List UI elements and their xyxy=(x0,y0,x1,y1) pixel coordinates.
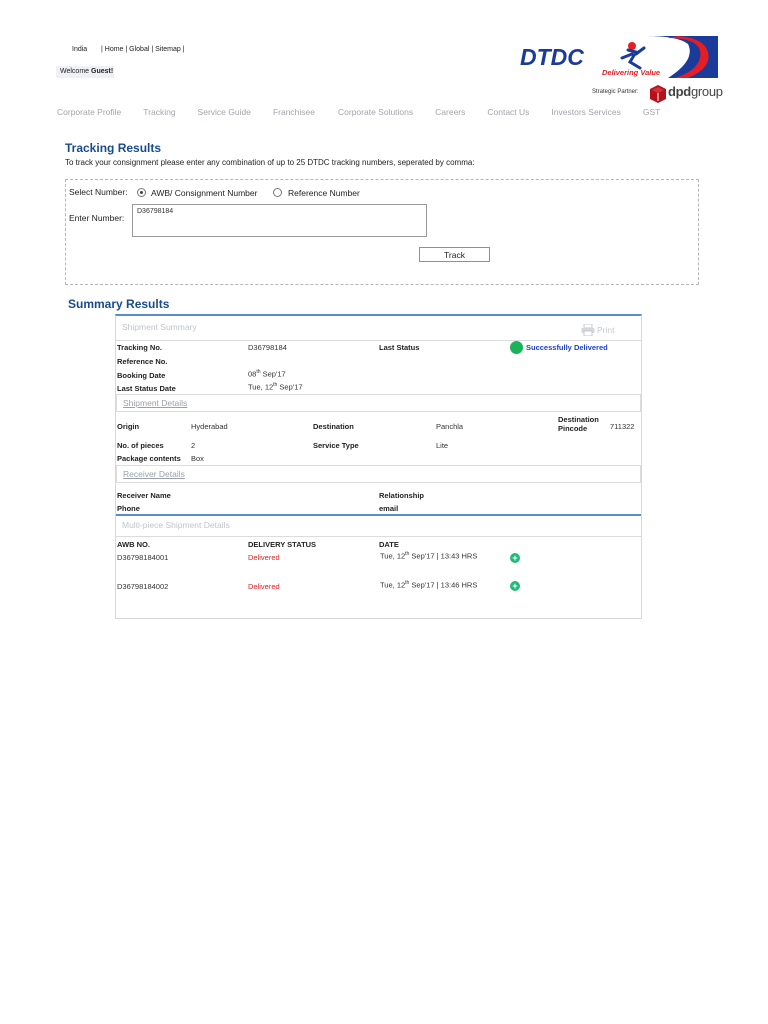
row-date: Tue, 12th Sep'17 | 13:43 HRS xyxy=(380,551,478,561)
welcome-banner xyxy=(56,66,114,78)
last-status-date-value: Tue, 12th Sep'17 xyxy=(248,382,303,392)
receiver-name-label: Receiver Name xyxy=(117,491,171,500)
welcome-user: Guest! xyxy=(91,68,114,75)
global-link[interactable]: | Global xyxy=(125,46,150,53)
multipiece-rule xyxy=(116,536,641,537)
partner-name: dpdgroup xyxy=(668,84,723,99)
home-link[interactable]: | Home xyxy=(101,46,124,53)
booking-date-label: Booking Date xyxy=(117,371,166,380)
contents-value: Box xyxy=(191,454,204,463)
last-status-date-label: Last Status Date xyxy=(117,384,176,393)
pieces-label: No. of pieces xyxy=(117,441,164,450)
nav-tracking[interactable]: Tracking xyxy=(143,107,176,117)
partner-label: Strategic Partner: xyxy=(592,89,639,95)
last-status-label: Last Status xyxy=(379,343,420,352)
expand-plus-icon[interactable]: + xyxy=(510,553,520,563)
country-label: India xyxy=(72,46,88,53)
nav-franchisee[interactable]: Franchisee xyxy=(272,107,315,117)
tracking-results-title: Tracking Results xyxy=(65,141,162,155)
origin-value: Hyderabad xyxy=(191,422,228,431)
nav-investors-services[interactable]: Investors Services xyxy=(551,107,621,117)
tracking-description: To track your consignment please enter any combination of up to 25 DTDC tracking numbers, seperated by comma: xyxy=(65,158,475,167)
expand-plus-icon[interactable]: + xyxy=(510,581,520,591)
select-number-label: Select Number: xyxy=(69,187,128,197)
summary-panel xyxy=(115,314,642,619)
row-status: Delivered xyxy=(248,553,280,562)
email-label: email xyxy=(379,504,399,513)
dest-pincode-value: 711322 xyxy=(610,422,635,431)
contents-label: Package contents xyxy=(117,454,181,463)
brand-tagline: Delivering Value xyxy=(602,68,661,77)
pieces-value: 2 xyxy=(191,441,196,450)
sitemap-link[interactable]: | Sitemap | xyxy=(151,46,185,53)
last-status-value: Successfully Delivered xyxy=(526,343,608,352)
multipiece-head: Multi-piece Shipment Details xyxy=(116,517,641,535)
row-awb: D36798184002 xyxy=(117,582,169,591)
shipment-summary-head: Shipment Summary xyxy=(116,319,641,337)
col-awb-header: AWB NO. xyxy=(117,540,150,549)
reference-radio-label[interactable]: Reference Number xyxy=(288,188,360,198)
tracking-number-input[interactable] xyxy=(132,204,427,237)
receiver-details-head: Receiver Details xyxy=(116,465,641,483)
service-type-value: Lite xyxy=(436,441,449,450)
print-link[interactable]: Print xyxy=(597,325,615,335)
tracking-form xyxy=(65,179,699,285)
enter-number-label: Enter Number: xyxy=(69,213,125,223)
destination-value: Panchla xyxy=(436,422,464,431)
service-type-label: Service Type xyxy=(313,441,359,450)
track-button[interactable]: Track xyxy=(419,247,490,262)
nav-service-guide[interactable]: Service Guide xyxy=(197,107,251,117)
dpd-cube-icon xyxy=(650,85,666,103)
relationship-label: Relationship xyxy=(379,491,425,500)
awb-radio[interactable] xyxy=(137,188,146,197)
nav-gst[interactable]: GST xyxy=(642,107,661,117)
welcome-prefix: Welcome xyxy=(60,68,90,75)
row-status: Delivered xyxy=(248,582,280,591)
reference-no-label: Reference No. xyxy=(117,357,168,366)
section-divider xyxy=(116,514,641,516)
col-date-header: DATE xyxy=(379,540,399,549)
destination-label: Destination xyxy=(313,422,354,431)
nav-corporate-profile[interactable]: Corporate Profile xyxy=(57,107,122,117)
brand-text: DTDC xyxy=(520,44,584,70)
dtdc-logo[interactable] xyxy=(518,34,718,78)
tracking-no-value: D36798184 xyxy=(248,343,287,352)
awb-radio-label[interactable]: AWB/ Consignment Number xyxy=(151,188,258,198)
nav-corporate-solutions[interactable]: Corporate Solutions xyxy=(338,107,414,117)
col-status-header: DELIVERY STATUS xyxy=(248,540,317,549)
delivered-status-icon xyxy=(510,341,523,354)
phone-label: Phone xyxy=(117,504,140,513)
tracking-no-label: Tracking No. xyxy=(117,343,163,352)
shipment-details-head: Shipment Details xyxy=(116,394,641,412)
booking-date-value: 08th Sep'17 xyxy=(248,369,286,379)
top-links xyxy=(101,46,185,53)
row-date: Tue, 12th Sep'17 | 13:46 HRS xyxy=(380,580,478,590)
summary-results-title: Summary Results xyxy=(68,297,170,311)
dest-pincode-label: Destination Pincode xyxy=(558,415,599,433)
dtdc-logo-graphic xyxy=(518,34,718,78)
row-awb: D36798184001 xyxy=(117,553,169,562)
strategic-partner xyxy=(592,84,723,104)
nav-contact-us[interactable]: Contact Us xyxy=(487,107,530,117)
nav-careers[interactable]: Careers xyxy=(435,107,466,117)
main-nav xyxy=(57,107,717,121)
reference-radio[interactable] xyxy=(273,188,282,197)
summary-rule xyxy=(116,340,641,341)
print-icon[interactable] xyxy=(581,324,595,336)
origin-label: Origin xyxy=(117,422,140,431)
